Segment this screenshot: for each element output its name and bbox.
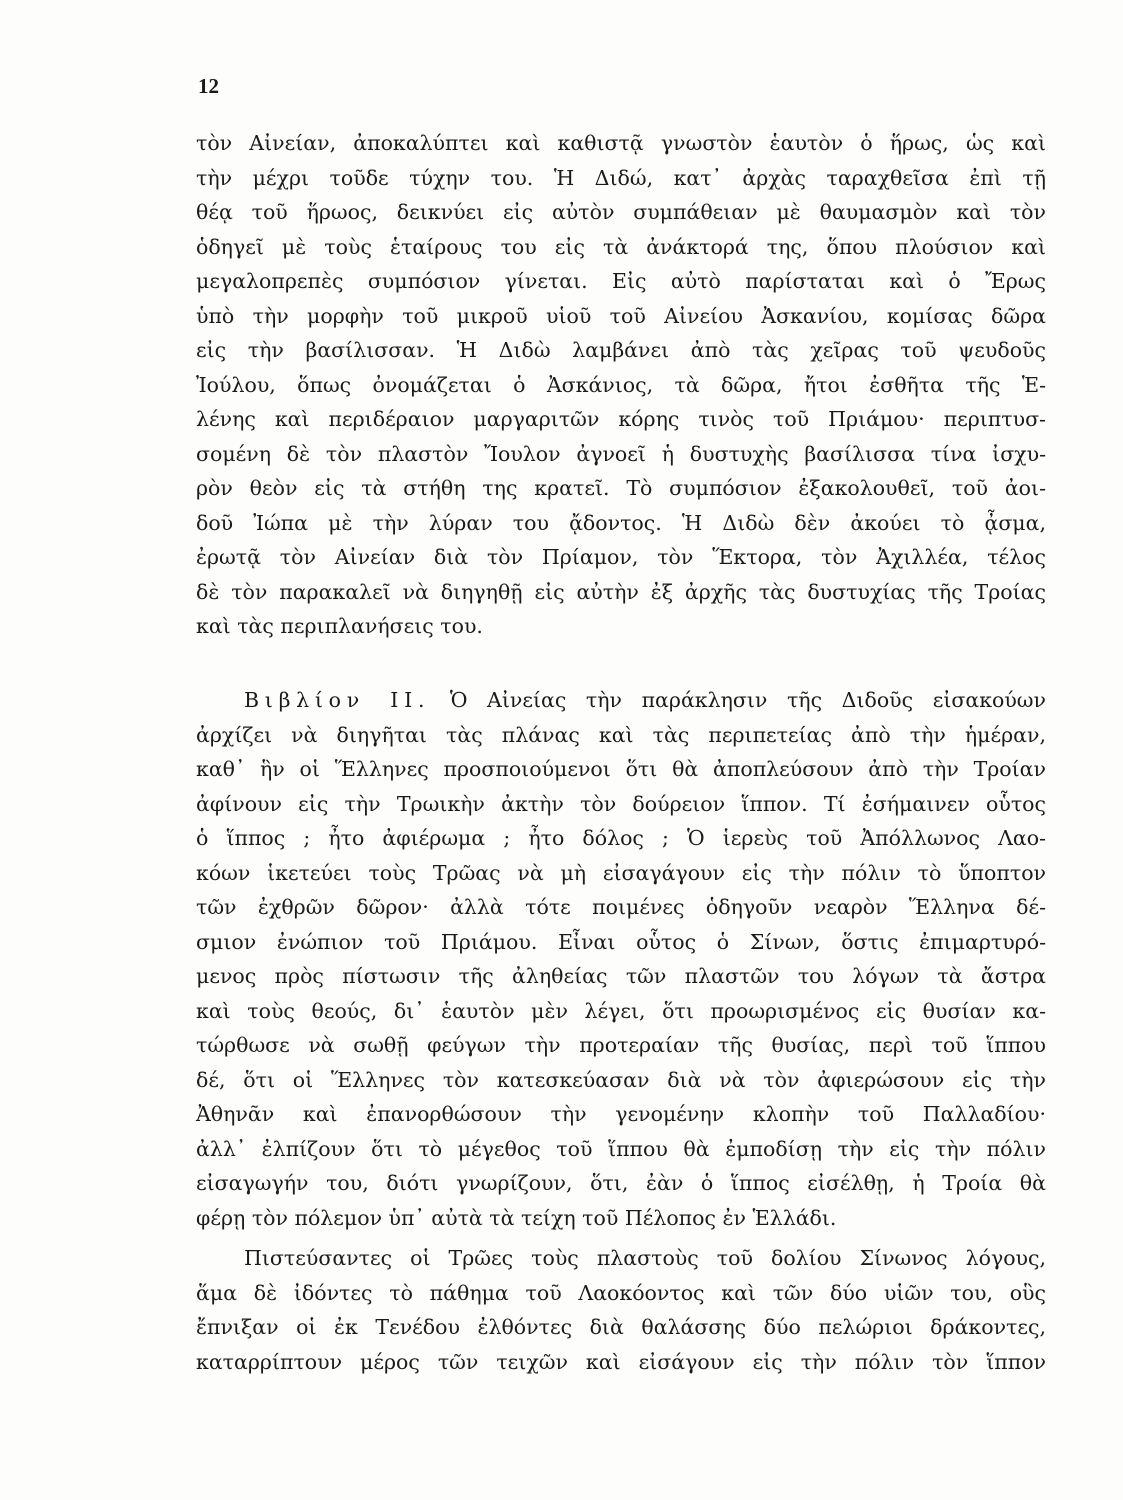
paragraph-3 xyxy=(196,1241,1046,1379)
text-line: ὁδηγεῖ μὲ τοὺς ἑταίρους του εἰς τὰ ἀνάκτορά της, ὅπου πλούσιον καὶ xyxy=(196,234,1046,259)
text-line: λένης καὶ περιδέραιον μαργαριτῶν κόρης τινὸς τοῦ Πριάμου· περιπτυσ- xyxy=(196,407,1046,431)
paragraph-1 xyxy=(196,126,1046,644)
text-line: μεγαλοπρεπὲς συμπόσιον γίνεται. Εἰς αὐτὸ παρίσταται καὶ ὁ Ἔρως xyxy=(196,269,1046,293)
text-line: φέρῃ τὸν πόλεμον ὑπ᾽ αὐτὰ τὰ τείχη τοῦ Πέλοπος ἐν Ἑλλάδι. xyxy=(196,1205,837,1230)
text-line: σμιον ἐνώπιον τοῦ Πριάμου. Εἶναι οὗτος ὁ Σίνων, ὅστις ἐπιμαρτυρό- xyxy=(196,929,1046,954)
text-line: Ἀθηνᾶν καὶ ἐπανορθώσουν τὴν γενομένην κλοπὴν τοῦ Παλλαδίου· xyxy=(196,1102,1046,1126)
text-line: τῶν ἐχθρῶν δῶρον· ἀλλὰ τότε ποιμένες ὁδηγοῦν νεαρὸν Ἕλληνα δέ- xyxy=(196,895,1046,919)
text-line: δὲ τὸν παρακαλεῖ νὰ διηγηθῇ εἰς αὐτὴν ἐξ ἀρχῆς τὰς δυστυχίας τῆς Τροίας xyxy=(196,579,1046,604)
paragraph-2 xyxy=(196,683,1046,1235)
text-line: εἰσαγωγήν του, διότι γνωρίζουν, ὅτι, ἐὰν ὁ ἵππος εἰσέλθῃ, ἡ Τροία θὰ xyxy=(196,1171,1046,1195)
text-line: καθ᾽ ἣν οἱ Ἕλληνες προσποιούμενοι ὅτι θὰ ἀποπλεύσουν ἀπὸ τὴν Τροίαν xyxy=(196,757,1046,781)
text-line: ἀρχίζει νὰ διηγῆται τὰς πλάνας καὶ τὰς περιπετείας ἀπὸ τὴν ἡμέραν, xyxy=(196,722,1046,747)
text-line: ἀλλ᾽ ἐλπίζουν ὅτι τὸ μέγεθος τοῦ ἵππου θὰ ἐμποδίσῃ τὴν εἰς τὴν πόλιν xyxy=(196,1136,1046,1161)
text-line: κόων ἱκετεύει τοὺς Τρῶας νὰ μὴ εἰσαγάγουν εἰς τὴν πόλιν τὸ ὕποπτον xyxy=(196,860,1046,885)
text-line: Ἰούλου, ὅπως ὀνομάζεται ὁ Ἀσκάνιος, τὰ δῶρα, ἤτοι ἐσθῆτα τῆς Ἑ- xyxy=(196,372,1046,397)
text-line: ἔπνιξαν οἱ ἐκ Τενέδου ἐλθόντες διὰ θαλάσσης δύο πελώριοι δράκοντες, xyxy=(196,1315,1046,1339)
text-line: ὑπὸ τὴν μορφὴν τοῦ μικροῦ υἱοῦ τοῦ Αἰνείου Ἀσκανίου, κομίσας δῶρα xyxy=(196,303,1046,328)
text-line: μενος πρὸς πίστωσιν τῆς ἀληθείας τῶν πλαστῶν του λόγων τὰ ἄστρα xyxy=(196,964,1046,988)
text-line xyxy=(196,683,1046,718)
text-line: ρὸν θεὸν εἰς τὰ στήθη της κρατεῖ. Τὸ συμπόσιον ἐξακολουθεῖ, τοῦ ἀοι- xyxy=(196,476,1046,500)
text-line: ὁ ἵππος ; ἦτο ἀφιέρωμα ; ἦτο δόλος ; Ὁ ἱερεὺς τοῦ Ἀπόλλωνος Λαο- xyxy=(196,826,1046,850)
text-line: δέ, ὅτι οἱ Ἕλληνες τὸν κατεσκεύασαν διὰ νὰ τὸν ἀφιερώσουν εἰς τὴν xyxy=(196,1067,1046,1092)
text-line: τώρθωσε νὰ σωθῇ φεύγων τὴν προτεραίαν τῆς θυσίας, περὶ τοῦ ἵππου xyxy=(196,1033,1046,1057)
text-line: καταρρίπτουν μέρος τῶν τειχῶν καὶ εἰσάγουν εἰς τὴν πόλιν τὸν ἵππον xyxy=(196,1349,1046,1374)
section-heading: Βιβλίον ΙΙ. xyxy=(244,688,431,712)
text-line: εἰς τὴν βασίλισσαν. Ἡ Διδὼ λαμβάνει ἀπὸ τὰς χεῖρας τοῦ ψευδοῦς xyxy=(196,338,1046,362)
text-fragment: Ὁ Αἰνείας τὴν παράκλησιν τῆς Διδοῦς εἰσακούων xyxy=(449,688,1046,712)
text-line: καὶ τοὺς θεούς, δι᾽ ἑαυτὸν μὲν λέγει, ὅτι προωρισμένος εἰς θυσίαν κα- xyxy=(196,998,1046,1023)
text-line: ἐρωτᾷ τὸν Αἰνείαν διὰ τὸν Πρίαμον, τὸν Ἕκτορα, τὸν Ἀχιλλέα, τέλος xyxy=(196,545,1046,569)
text-line: τὴν μέχρι τοῦδε τύχην του. Ἡ Διδώ, κατ᾽ ἀρχὰς ταραχθεῖσα ἐπὶ τῇ xyxy=(196,165,1046,190)
text-line: θέᾳ τοῦ ἥρωος, δεικνύει εἰς αὐτὸν συμπάθειαν μὲ θαυμασμὸν καὶ τὸν xyxy=(196,200,1046,224)
text-line: τὸν Αἰνείαν, ἀποκαλύπτει καὶ καθιστᾷ γνωστὸν ἑαυτὸν ὁ ἥρως, ὡς καὶ xyxy=(196,131,1046,155)
text-line: δοῦ Ἰώπα μὲ τὴν λύραν του ᾄδοντος. Ἡ Διδὼ δὲν ἀκούει τὸ ᾆσμα, xyxy=(196,510,1046,535)
text-line: ἀφίνουν εἰς τὴν Τρωικὴν ἀκτὴν τὸν δούρειον ἵππον. Τί ἐσήμαινεν οὗτος xyxy=(196,791,1046,816)
text-line: ἅμα δὲ ἰδόντες τὸ πάθημα τοῦ Λαοκόοντος καὶ τῶν δύο υἱῶν του, οὓς xyxy=(196,1280,1046,1305)
text-line: σομένη δὲ τὸν πλαστὸν Ἴουλον ἀγνοεῖ ἡ δυστυχὴς βασίλισσα τίνα ἰσχυ- xyxy=(196,441,1046,466)
text-line: Πιστεύσαντες οἱ Τρῶες τοὺς πλαστοὺς τοῦ δολίου Σίνωνος λόγους, xyxy=(244,1246,1046,1270)
text-line: καὶ τὰς περιπλανήσεις του. xyxy=(196,614,483,638)
page-number: 12 xyxy=(198,74,219,98)
